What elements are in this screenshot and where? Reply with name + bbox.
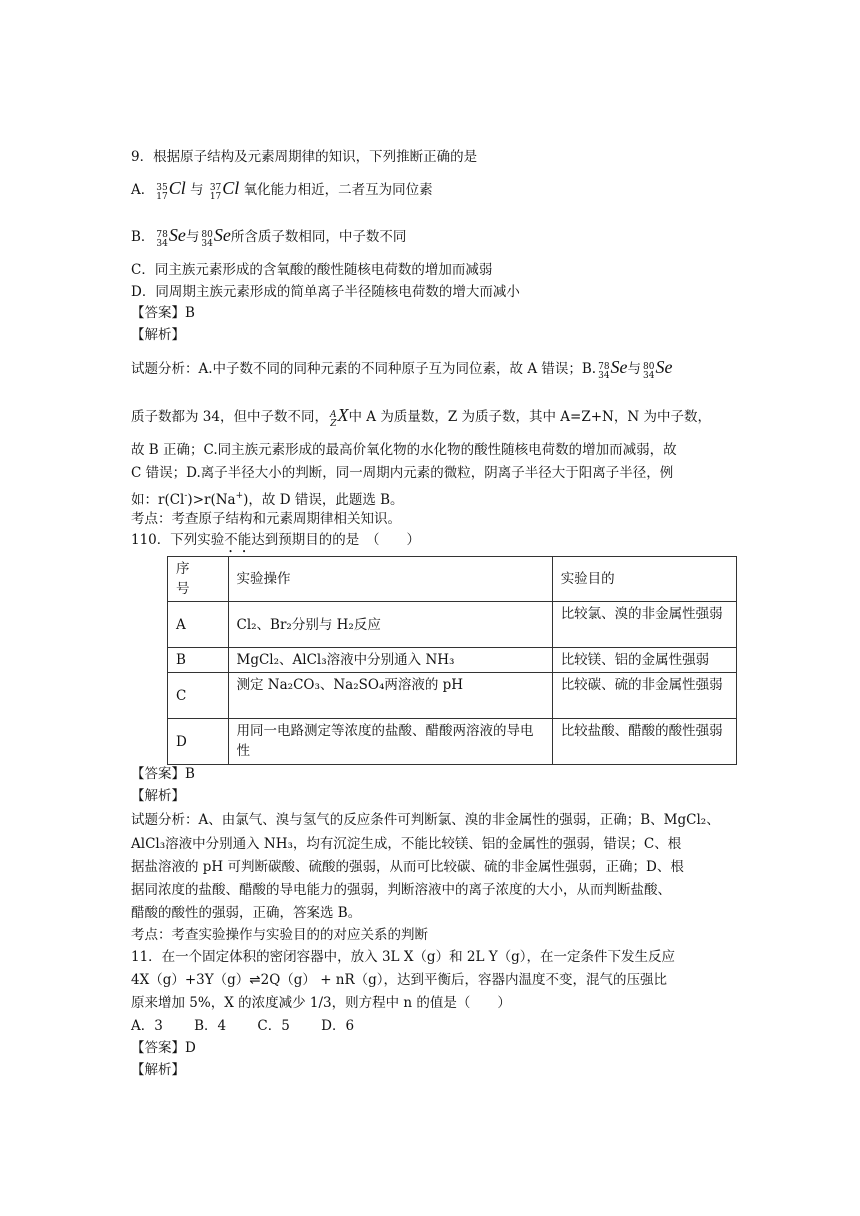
q9-option-b: B． 78 34 Se与 80 34 Se所含质子数相同，中子数不同 bbox=[131, 225, 407, 249]
element-symbol: Se bbox=[213, 225, 231, 245]
experiment-table bbox=[167, 556, 737, 765]
q10-analysis-line-3: 据盐溶液的 pH 可判断碳酸、硫酸的强弱，从而可比较碳、硫的非金属性强弱，正确；D、根 bbox=[131, 859, 684, 875]
isotope-notation: 78 34 bbox=[598, 362, 610, 381]
row-goal: 比较镁、铝的金属性强弱 bbox=[552, 648, 736, 673]
q9-option-a: A． 35 17 Cl 与 37 17 Cl 氧化能力相近，二者互为同位素 bbox=[131, 178, 433, 202]
q11-analysis-heading: 【解析】 bbox=[131, 1062, 185, 1078]
q9-option-d: D．同周期主族元素形成的简单离子半径随核电荷数的增大而减小 bbox=[131, 284, 520, 300]
q11-options: A．3 B．4 C．5 D．6 bbox=[131, 1018, 355, 1034]
row-operation: 测定 Na₂CO₃、Na₂SO₄两溶液的 pH bbox=[228, 673, 552, 719]
isotope-notation: 35 17 bbox=[156, 183, 168, 202]
isotope-notation: 37 17 bbox=[209, 183, 222, 202]
q9-analysis-line-3: 故 B 正确；C.同主族元素形成的最高价氧化物的水化物的酸性随核电荷数的增加而减弱，故 bbox=[131, 442, 677, 458]
q10-stem: 110．下列实验不能达到预期目的的是 （ ） bbox=[131, 532, 421, 548]
q10-analysis-line-5: 醋酸的酸性的强弱，正确，答案选 B。 bbox=[131, 905, 362, 921]
q9-exam-point: 考点：考查原子结构和元素周期律相关知识。 bbox=[131, 511, 401, 527]
emphasis-text: 不能 bbox=[224, 532, 252, 548]
equilibrium-arrow-icon: ⇌ bbox=[249, 972, 261, 988]
q9-stem: 9．根据原子结构及元素周期律的知识，下列推断正确的是 bbox=[131, 149, 478, 165]
isotope-notation: 78 34 bbox=[156, 230, 168, 249]
q9-analysis-line-4: C 错误；D.离子半径大小的判断，同一周期内元素的微粒，阴离子半径大于阳离子半径，例 bbox=[131, 465, 674, 481]
q9-answer: 【答案】B bbox=[131, 305, 195, 321]
q9-analysis-line-5: 如：r(Cl-)>r(Na+)，故 D 错误，此题选 B。 bbox=[131, 491, 404, 508]
row-goal: 比较氯、溴的非金属性强弱 bbox=[552, 602, 736, 648]
element-symbol: Cl bbox=[168, 178, 186, 198]
row-id: A bbox=[168, 602, 229, 648]
row-id: C bbox=[168, 673, 229, 719]
q11-stem-line-3: 原来增加 5%，X 的浓度减少 1/3，则方程中 n 的值是（ ） bbox=[131, 995, 511, 1011]
q9-analysis-heading: 【解析】 bbox=[131, 327, 185, 343]
row-goal: 比较碳、硫的非金属性强弱 bbox=[552, 673, 736, 719]
q9-analysis-line-2: 质子数都为 34，但中子数不同， A Z X中 A 为质量数，Z 为质子数，其中 A=Z+N，N 为中子数， bbox=[131, 405, 711, 429]
row-operation: Cl₂、Br₂分别与 H₂反应 bbox=[228, 602, 552, 648]
q9-option-c: C．同主族元素形成的含氧酸的酸性随核电荷数的增加而减弱 bbox=[131, 262, 493, 278]
table-row bbox=[168, 602, 737, 648]
isotope-notation: 80 34 bbox=[643, 362, 655, 381]
q10-answer: 【答案】B bbox=[131, 766, 195, 782]
q11-stem-line-1: 11．在一个固定体积的密闭容器中，放入 3L X（g）和 2L Y（g），在一定条件下发生反应 bbox=[131, 949, 676, 965]
row-operation: MgCl₂、AlCl₃溶液中分别通入 NH₃ bbox=[228, 648, 552, 673]
row-goal: 比较盐酸、醋酸的酸性强弱 bbox=[552, 719, 736, 765]
q11-answer: 【答案】D bbox=[131, 1040, 196, 1056]
element-symbol: Cl bbox=[222, 178, 240, 198]
row-operation: 用同一电路测定等浓度的盐酸、醋酸两溶液的导电性 bbox=[228, 719, 552, 765]
table-row bbox=[168, 673, 737, 719]
q10-analysis-line-2: AlCl₃溶液中分别通入 NH₃，均有沉淀生成，不能比较镁、铝的金属性的强弱，错误；C、根 bbox=[131, 836, 682, 852]
isotope-notation: A Z bbox=[329, 410, 337, 429]
element-symbol: Se bbox=[168, 225, 186, 245]
element-symbol: X bbox=[337, 405, 349, 425]
row-id: D bbox=[168, 719, 229, 765]
q11-stem-line-2: 4X（g）+3Y（g）⇌2Q（g） + nR（g），达到平衡后，容器内温度不变，混气的压强比 bbox=[131, 972, 668, 988]
option-label: A． bbox=[131, 182, 155, 198]
q10-exam-point: 考点：考查实验操作与实验目的的对应关系的判断 bbox=[131, 927, 428, 943]
q10-analysis-line-1: 试题分析：A、由氯气、溴与氢气的反应条件可判断氯、溴的非金属性的强弱，正确；B、MgCl₂、 bbox=[131, 812, 720, 828]
table-row bbox=[168, 719, 737, 765]
isotope-notation: 80 34 bbox=[201, 230, 213, 249]
table-row bbox=[168, 648, 737, 673]
element-symbol: Se bbox=[655, 357, 673, 377]
header-cell: 序号 bbox=[168, 557, 229, 602]
q10-analysis-heading: 【解析】 bbox=[131, 788, 185, 804]
element-symbol: Se bbox=[610, 357, 628, 377]
q10-analysis-line-4: 据同浓度的盐酸、醋酸的导电能力的强弱，判断溶液中的离子浓度的大小，从而判断盐酸、 bbox=[131, 882, 671, 898]
option-label: B． bbox=[131, 229, 155, 245]
q9-analysis-line-1: 试题分析：A.中子数不同的同种元素的不同种原子互为同位素，故 A 错误；B. 78 34 Se与 80 34 Se bbox=[131, 357, 673, 381]
row-id: B bbox=[168, 648, 229, 673]
header-cell: 实验目的 bbox=[552, 557, 736, 602]
table-header-row bbox=[168, 557, 737, 602]
header-cell: 实验操作 bbox=[228, 557, 552, 602]
